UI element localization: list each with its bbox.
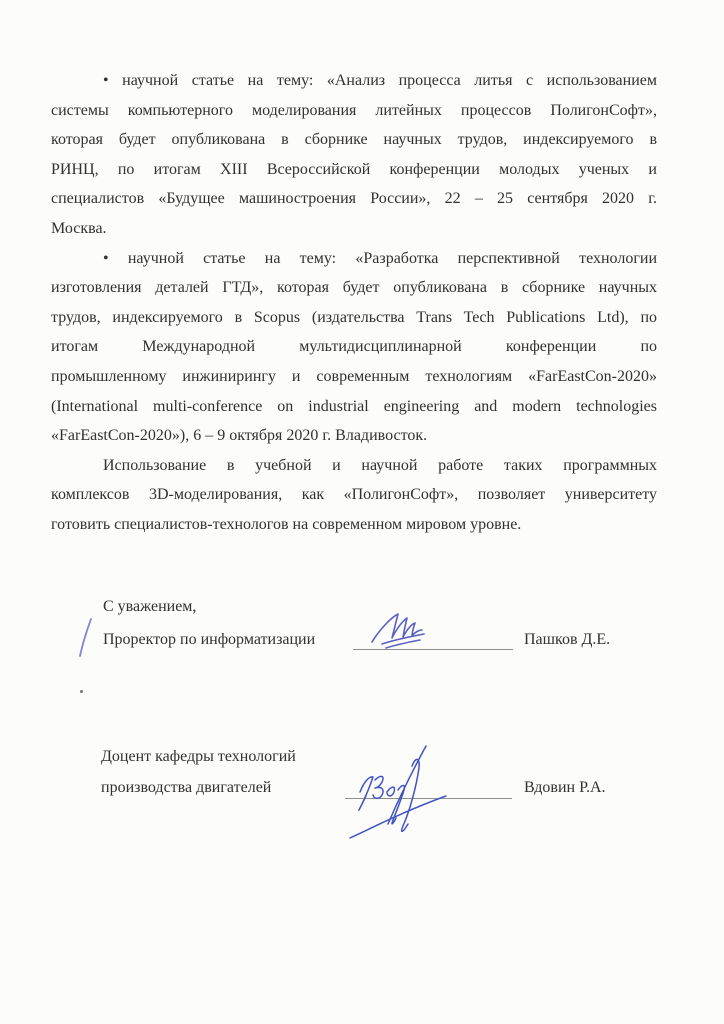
text-line: изготовления деталей ГТД», которая будет опубликована в сборнике научных [51,279,657,297]
bullet-paragraph-1 [51,66,657,244]
text-line: готовить специалистов-технологов на современном мировом уровне. [51,515,522,533]
signatory1-name: Пашков Д.Е. [524,631,611,648]
letter-body [51,66,657,540]
signatory2-name: Вдовин Р.А. [524,779,606,796]
text-line: «FarEastCon-2020»), 6 – 9 октября 2020 г. Владивосток. [51,427,428,445]
text-line: которая будет опубликована в сборнике научных трудов, индексируемого в [51,131,657,149]
closing-paragraph [51,451,657,540]
text-line: • научной статье на тему: «Разработка перспективной технологии [103,249,657,267]
pen-dot-icon [80,690,83,693]
text-line: Использование в учебной и научной работе таких программных [103,456,657,474]
signature-vdovin-icon [342,740,457,845]
signatory2-title-line1: Доцент кафедры технологий [101,748,296,765]
signatory2-title-line2: производства двигателей [101,779,272,796]
text-line: (International multi-conference on industrial engineering and modern technologies [51,397,657,415]
text-line: РИНЦ, по итогам XIII Всероссийской конференции молодых ученых и [51,160,657,178]
text-line: Москва. [51,219,107,237]
text-line: • научной статье на тему: «Анализ процесса литья с использованием [103,72,657,89]
pen-slash-icon [76,616,96,660]
salutation: С уважением, [103,598,197,615]
text-line: промышленному инжинирингу и современным технологиям «FarEastCon-2020» [51,367,657,385]
bullet-paragraph-2 [51,244,657,451]
signature-pashkov-icon [346,604,436,649]
text-line: системы компьютерного моделирования литейных процессов ПолигонСофт», [51,101,657,119]
signatory1-title: Проректор по информатизации [103,631,316,648]
text-line: итогам Международной мультидисциплинарной конференции по [51,338,657,356]
text-line: специалистов «Будущее машиностроения России», 22 – 25 сентября 2020 г. [51,190,657,208]
text-line: комплексов 3D-моделирования, как «ПолигонСофт», позволяет университету [51,486,657,504]
text-line: трудов, индексируемого в Scopus (издательства Trans Tech Publications Ltd), по [51,308,657,326]
